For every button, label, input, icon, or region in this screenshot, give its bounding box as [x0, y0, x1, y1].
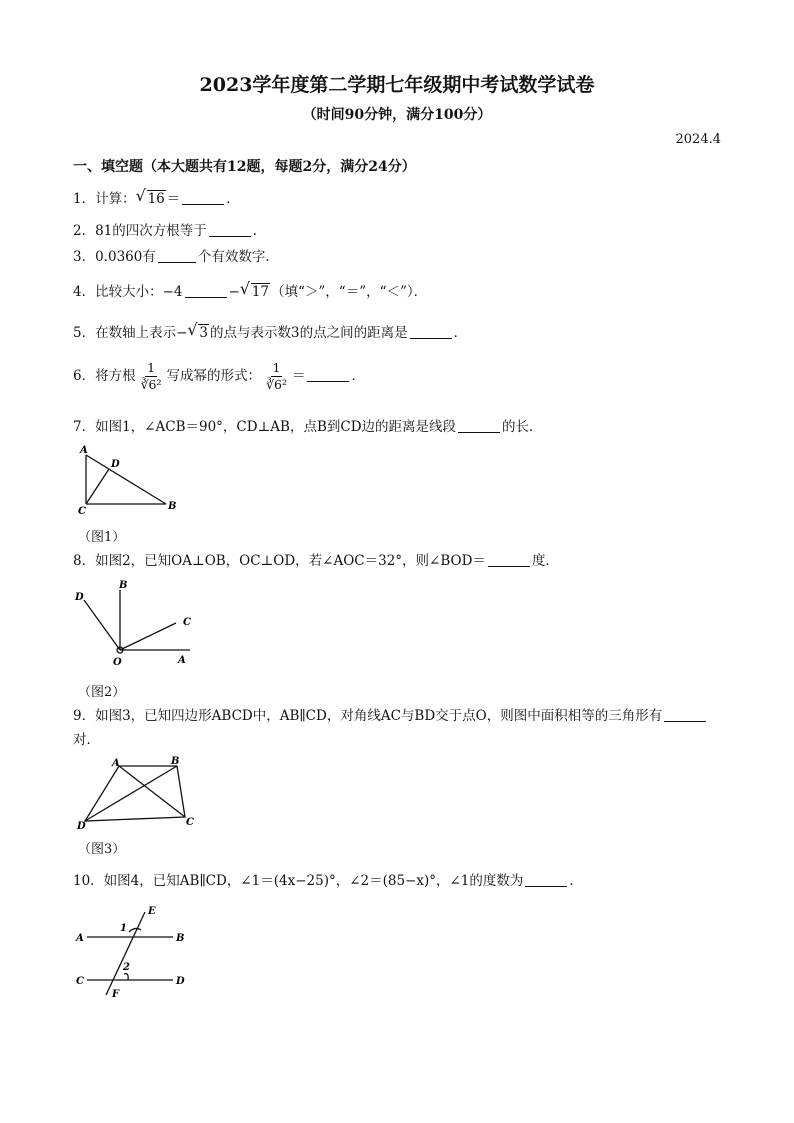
exam-date: 2024.4 [675, 132, 721, 147]
question-2: 2．81的四次方根等于 ． [73, 223, 267, 239]
fig1-label-b: B [168, 501, 177, 512]
fig2-label-d: D [75, 592, 84, 603]
answer-blank-9[interactable] [664, 707, 706, 722]
fig4-label-a: A [76, 933, 84, 944]
figure-2-angles [73, 578, 203, 672]
figure-3-trapezoid [73, 754, 203, 832]
sqrt-expression: √ 16 [137, 188, 166, 210]
answer-blank-7[interactable] [458, 418, 500, 433]
answer-blank-8[interactable] [488, 552, 530, 567]
fraction-expression: $\frac{1}{\text{∛6²}}$ [140, 360, 162, 392]
sqrt-expression: √ 3 [188, 322, 209, 344]
fig4-angle-1: 1 [120, 923, 127, 934]
exam-title: 2023学年度第二学期七年级期中考试数学试卷 [199, 74, 595, 96]
fig2-label-a: A [178, 655, 186, 666]
figure-2-caption: （图2） [78, 685, 126, 700]
exam-subtitle: （时间90分钟，满分100分） [302, 107, 492, 123]
answer-blank-5[interactable] [410, 324, 452, 339]
sqrt-expression: √ 17 [241, 281, 270, 303]
fig1-label-d: D [111, 459, 120, 470]
fig4-angle-2: 2 [123, 962, 130, 973]
answer-blank-4[interactable] [185, 283, 227, 298]
fig3-label-a: A [112, 758, 120, 769]
fig2-label-b: B [119, 580, 128, 591]
question-3: 3．0.0360有 个有效数字． [73, 249, 279, 265]
fraction-expression: $\frac{1}{\text{∛6²}}$ [266, 360, 287, 392]
fig4-label-e: E [148, 906, 156, 917]
question-10: 10．如图4，已知AB∥CD，∠1＝(4x−25)°，∠2＝(85−x)°，∠1的度数为 ． [73, 873, 583, 889]
question-9: 9．如图3，已知四边形ABCD中，AB∥CD，对角线AC与BD交于点O，则图中面积相等的三角形有 对． [73, 704, 708, 752]
question-6: 6．将方根 $\frac{1}{\text{∛6²}}$ 写成幂的形式： $\frac{1}{\text{∛6²}}$ ＝ ． [73, 360, 365, 392]
fig3-label-d: D [77, 821, 86, 832]
fig3-label-c: C [186, 817, 194, 828]
fig4-label-c: C [76, 976, 84, 987]
fig1-label-c: C [78, 506, 86, 517]
question-7: 7．如图1，∠ACB＝90°，CD⊥AB，点B到CD边的距离是线段 的长． [73, 419, 543, 435]
answer-blank-10[interactable] [525, 872, 567, 887]
figure-4-parallel-lines [73, 900, 203, 1000]
fig4-label-b: B [176, 933, 185, 944]
fig2-label-c: C [183, 617, 191, 628]
answer-blank-1[interactable] [182, 190, 224, 205]
fig2-label-o: O [113, 657, 122, 668]
fig4-label-d: D [176, 976, 185, 987]
question-5: 5．在数轴上表示−√ 3 的点与表示数3的点之间的距离是 ． [73, 322, 467, 344]
section-heading-fill-in: 一、填空题（本大题共有12题，每题2分，满分24分） [73, 159, 416, 175]
question-4: 4．比较大小：−4 −√ 17 （填“＞”，“＝”，“＜”）． [73, 281, 427, 303]
question-1: 1．计算：√ 16 ＝ ． [73, 188, 240, 210]
answer-blank-6[interactable] [307, 367, 349, 382]
question-8: 8．如图2，已知OA⊥OB，OC⊥OD，若∠AOC＝32°，则∠BOD＝ 度． [73, 553, 559, 569]
answer-blank-3[interactable] [158, 248, 196, 263]
fig4-label-f: F [112, 989, 120, 1000]
fig1-label-a: A [80, 445, 88, 456]
figure-1-triangle [73, 442, 183, 518]
fig3-label-b: B [171, 756, 180, 767]
answer-blank-2[interactable] [209, 222, 251, 237]
figure-1-caption: （图1） [78, 530, 126, 545]
figure-3-caption: （图3） [78, 842, 126, 857]
